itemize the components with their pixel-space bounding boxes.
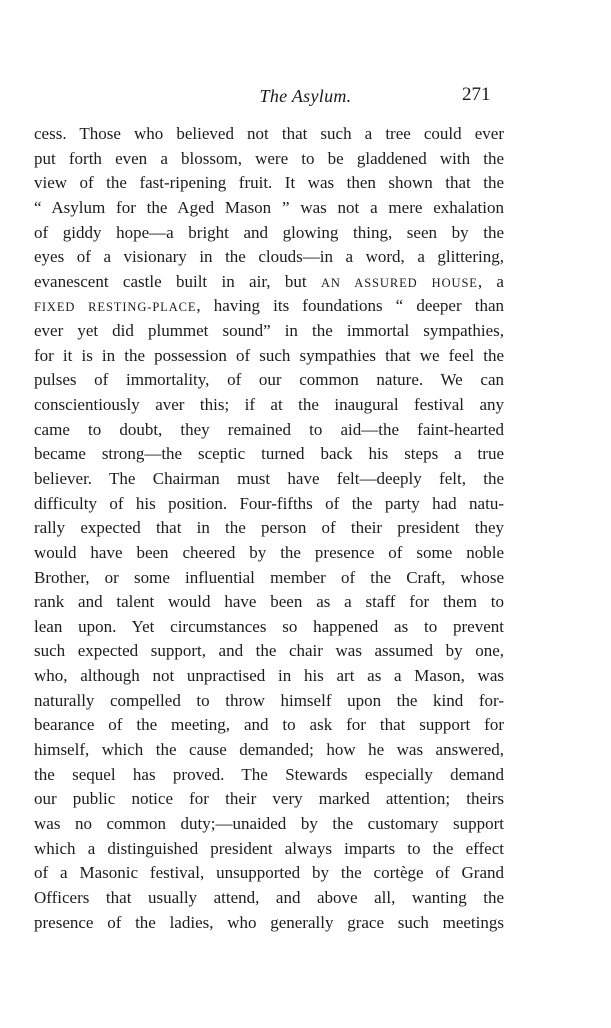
text-line: rally expected that in the person of their president they xyxy=(34,518,504,538)
text-line: of giddy hope—a bright and glowing thing, seen by the xyxy=(34,222,504,242)
text-line: himself, which the cause demanded; how he was answered, xyxy=(34,740,504,760)
body-text xyxy=(34,122,504,935)
text-line: came to doubt, they remained to aid—the faint-hearted xyxy=(34,419,504,439)
text-line: difficulty of his position. Four-fifths of the party had natu- xyxy=(34,493,504,513)
text-line xyxy=(34,294,504,319)
running-head xyxy=(0,86,611,110)
text-segment: evanescent castle built in air, but xyxy=(34,271,321,291)
text-line: rank and talent would have been as a staff for them to xyxy=(34,592,504,612)
text-line: presence of the ladies, who generally grace such meetings xyxy=(34,912,504,932)
text-line: ever yet did plummet sound” in the immortal sympathies, xyxy=(34,321,504,341)
running-title: The Asylum. xyxy=(259,86,352,106)
text-line: who, although not unpractised in his art as a Mason, was xyxy=(34,666,504,686)
text-line: cess. Those who believed not that such a tree could ever xyxy=(34,124,504,143)
text-line: which a distinguished president always imparts to the effect xyxy=(34,838,504,858)
text-line: Brother, or some influential member of the Craft, whose xyxy=(34,567,504,587)
small-caps-phrase: FIXED RESTING-PLACE xyxy=(34,300,197,315)
text-line: put forth even a blossom, were to be gladdened with the xyxy=(34,148,504,168)
text-line: pulses of immortality, of our common nature. We can xyxy=(34,370,504,390)
text-line: view of the fast-ripening fruit. It was then shown that the xyxy=(34,173,504,193)
text-line: “ Asylum for the Aged Mason ” was not a mere exhalation xyxy=(34,197,504,217)
text-segment: , a xyxy=(477,271,504,291)
text-segment: , having its foundations “ deeper than xyxy=(196,296,504,316)
text-line: became strong—the sceptic turned back his steps a true xyxy=(34,444,504,464)
text-line: bearance of the meeting, and to ask for that support for xyxy=(34,715,504,735)
text-line xyxy=(34,270,504,295)
text-line: eyes of a visionary in the clouds—in a word, a glittering, xyxy=(34,247,504,267)
text-line: was no common duty;—unaided by the customary support xyxy=(34,813,504,833)
text-line: naturally compelled to throw himself upon the kind for- xyxy=(34,690,504,710)
text-line: lean upon. Yet circumstances so happened as to prevent xyxy=(34,616,504,636)
text-line: of a Masonic festival, unsupported by the cortège of Grand xyxy=(34,863,504,883)
text-line: would have been cheered by the presence of some noble xyxy=(34,542,504,562)
text-line: for it is in the possession of such sympathies that we feel the xyxy=(34,345,504,365)
small-caps-phrase: AN ASSURED HOUSE xyxy=(320,275,478,290)
text-line: believer. The Chairman must have felt—deeply felt, the xyxy=(34,468,504,488)
text-line: our public notice for their very marked attention; theirs xyxy=(34,789,504,809)
text-line: the sequel has proved. The Stewards especially demand xyxy=(34,764,504,784)
text-line: such expected support, and the chair was assumed by one, xyxy=(34,641,504,661)
text-line: Officers that usually attend, and above all, wanting the xyxy=(34,887,504,907)
page-number: 271 xyxy=(462,84,491,105)
text-line: conscientiously aver this; if at the inaugural festival any xyxy=(34,395,504,415)
